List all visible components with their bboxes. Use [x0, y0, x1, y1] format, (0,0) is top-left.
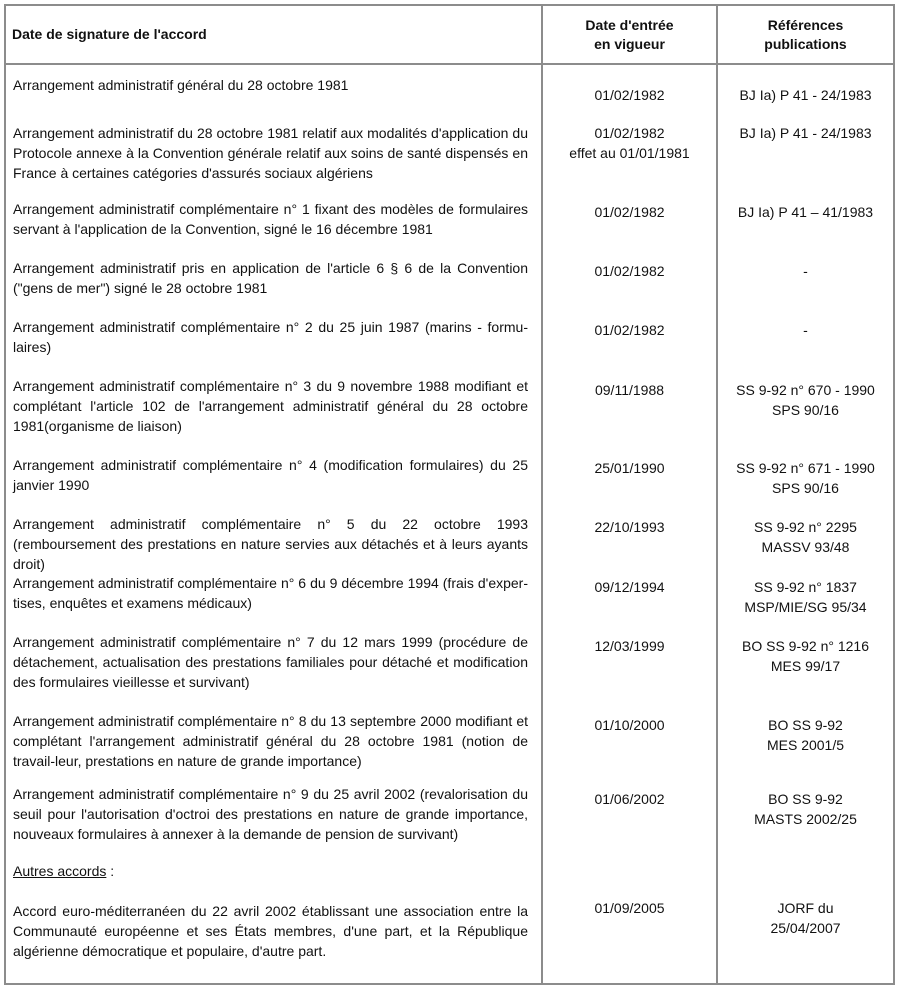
- row-reference: SS 9-92 n° 2295 MASSV 93/48: [754, 519, 857, 555]
- row-description: Arrangement administratif complémentaire n° 5 du 22 octobre 1993 (remboursement des prestations en nature servies aux détachés et à leurs ayants droit): [13, 516, 528, 572]
- row-reference: JORF du 25/04/2007: [770, 900, 841, 936]
- row-entry-date: 22/10/1993: [594, 519, 665, 535]
- row-description: Arrangement administratif du 28 octobre 1981 relatif aux modalités d'application du Protocole annexe à la Convention générale relatif aux soins de santé dispensés en France à certaines catégories d'assurés sociaux algériens: [13, 125, 528, 181]
- row-reference: BJ Ia) P 41 – 41/1983: [737, 204, 874, 220]
- row-description: Arrangement administratif complémentaire n° 4 (modification formulaires) du 25 janvier 1990: [13, 457, 528, 493]
- row-description: Accord euro-méditerranéen du 22 avril 2002 établissant une association entre la Communauté européenne et ses États membres, d'une part, et la République algérienne démocratique et populaire, d'autre part.: [13, 903, 528, 959]
- row-entry-date: 25/01/1990: [594, 460, 665, 476]
- row-description: Arrangement administratif complémentaire n° 3 du 9 novembre 1988 modifiant et complétant l'article 102 de l'arrangement administratif général du 28 octobre 1981(organisme de liaison): [13, 378, 528, 434]
- row-entry-date: 09/11/1988: [594, 382, 665, 398]
- row-reference: BO SS 9-92 MASTS 2002/25: [754, 791, 857, 827]
- row-reference: -: [803, 322, 808, 338]
- header-divider: [6, 63, 893, 65]
- row-reference: SS 9-92 n° 671 - 1990 SPS 90/16: [736, 460, 875, 496]
- row-reference: BO SS 9-92 n° 1216 MES 99/17: [741, 638, 869, 674]
- row-reference: SS 9-92 n° 1837 MSP/MIE/SG 95/34: [744, 579, 867, 615]
- row-description: Arrangement administratif pris en application de l'article 6 § 6 de la Convention ("gens de mer") signé le 28 octobre 1981: [13, 260, 528, 296]
- header-entry-date: Date d'entrée en vigueur: [585, 16, 674, 52]
- row-entry-date: 12/03/1999: [594, 638, 665, 654]
- row-reference: -: [803, 263, 808, 279]
- row-entry-date: 01/10/2000: [594, 717, 665, 733]
- row-description: Arrangement administratif complémentaire n° 1 fixant des modèles de formulaires servant à l'application de la Convention, signé le 16 décembre 1981: [13, 201, 528, 237]
- row-entry-date: 01/06/2002: [594, 791, 665, 807]
- row-entry-date: 01/02/1982 effet au 01/01/1981: [569, 125, 690, 161]
- row-reference: SS 9-92 n° 670 - 1990 SPS 90/16: [736, 382, 875, 418]
- other-agreements-heading: Autres accords :: [13, 863, 115, 879]
- row-entry-date: 01/02/1982: [594, 263, 665, 279]
- header-references: Références publications: [764, 16, 847, 52]
- row-reference: BO SS 9-92 MES 2001/5: [766, 717, 845, 753]
- row-entry-date: 09/12/1994: [594, 579, 665, 595]
- row-description: Arrangement administratif général du 28 octobre 1981: [13, 77, 349, 93]
- row-reference: BJ Ia) P 41 - 24/1983: [739, 87, 872, 103]
- row-description: Arrangement administratif complémentaire n° 7 du 12 mars 1999 (procédure de détachement, actualisation des prestations familiales pour détaché et modification des formulaires vieillesse et survivant): [13, 634, 528, 690]
- row-description: Arrangement administratif complémentaire n° 9 du 25 avril 2002 (revalorisation du seuil pour l'autorisation d'octroi des prestations en nature de grande importance, nouveaux formulaires à annexer à la demande de pension de survivant): [13, 786, 528, 842]
- row-entry-date: 01/02/1982: [594, 204, 665, 220]
- row-entry-date: 01/09/2005: [594, 900, 665, 916]
- row-description: Arrangement administratif complémentaire n° 8 du 13 septembre 2000 modifiant et complétant l'arrangement administratif général du 28 octobre 1981 (notion de travail-leur, prestations en nature de grande importance): [13, 713, 528, 769]
- row-description: Arrangement administratif complémentaire n° 6 du 9 décembre 1994 (frais d'exper-tises, enquêtes et examens médicaux): [13, 575, 528, 611]
- agreements-table: [4, 4, 895, 985]
- row-description: Arrangement administratif complémentaire n° 2 du 25 juin 1987 (marins - formu-laires): [13, 319, 528, 355]
- row-entry-date: 01/02/1982: [594, 322, 665, 338]
- row-entry-date: 01/02/1982: [594, 87, 665, 103]
- row-reference: BJ Ia) P 41 - 24/1983: [739, 125, 872, 141]
- header-signature-date: Date de signature de l'accord: [12, 26, 207, 42]
